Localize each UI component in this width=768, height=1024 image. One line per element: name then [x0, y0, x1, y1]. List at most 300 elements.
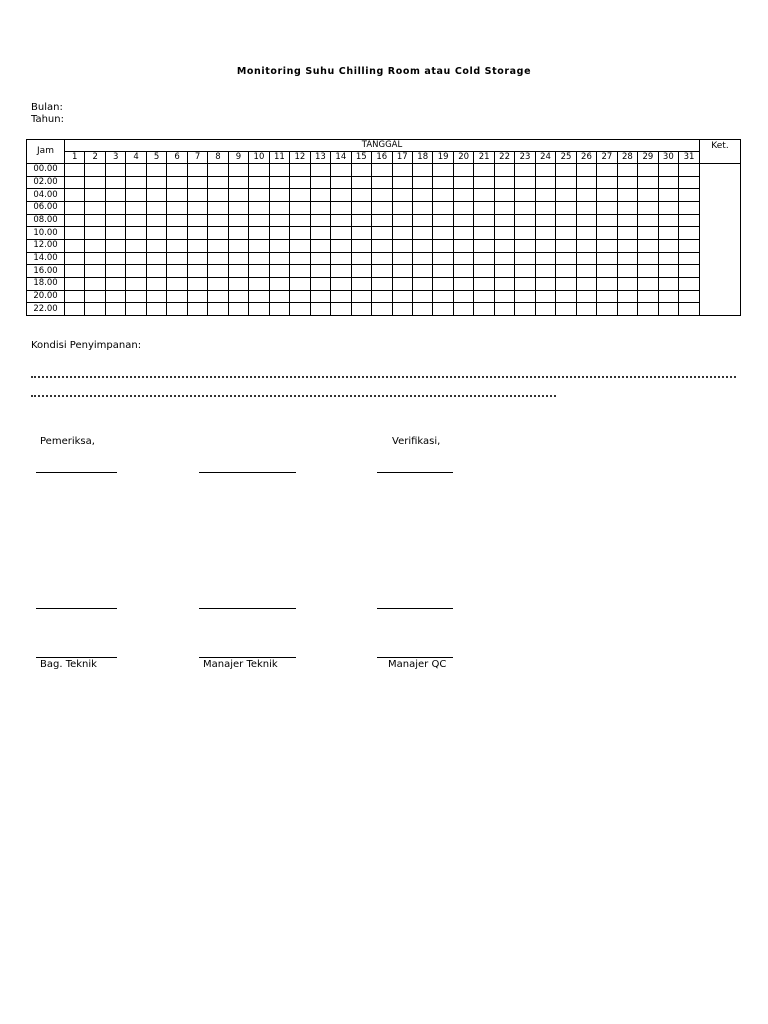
temperature-cell[interactable] [290, 290, 310, 303]
temperature-cell[interactable] [85, 164, 105, 177]
temperature-cell[interactable] [228, 164, 248, 177]
temperature-cell[interactable] [146, 176, 166, 189]
temperature-cell[interactable] [433, 189, 453, 202]
temperature-cell[interactable] [392, 176, 412, 189]
temperature-cell[interactable] [494, 290, 514, 303]
temperature-cell[interactable] [290, 239, 310, 252]
temperature-cell[interactable] [576, 303, 596, 316]
temperature-cell[interactable] [556, 239, 576, 252]
temperature-cell[interactable] [556, 214, 576, 227]
temperature-cell[interactable] [453, 277, 473, 290]
temperature-cell[interactable] [617, 176, 637, 189]
temperature-cell[interactable] [392, 290, 412, 303]
temperature-cell[interactable] [65, 265, 85, 278]
temperature-cell[interactable] [515, 227, 535, 240]
temperature-cell[interactable] [290, 201, 310, 214]
temperature-cell[interactable] [597, 252, 617, 265]
temperature-cell[interactable] [85, 201, 105, 214]
temperature-cell[interactable] [310, 303, 330, 316]
temperature-cell[interactable] [474, 277, 494, 290]
temperature-cell[interactable] [433, 227, 453, 240]
temperature-cell[interactable] [208, 290, 228, 303]
temperature-cell[interactable] [433, 290, 453, 303]
temperature-cell[interactable] [331, 214, 351, 227]
temperature-cell[interactable] [105, 164, 125, 177]
temperature-cell[interactable] [249, 227, 269, 240]
temperature-cell[interactable] [146, 201, 166, 214]
temperature-cell[interactable] [658, 239, 678, 252]
temperature-cell[interactable] [474, 164, 494, 177]
temperature-cell[interactable] [392, 277, 412, 290]
temperature-cell[interactable] [372, 227, 392, 240]
temperature-cell[interactable] [126, 189, 146, 202]
temperature-cell[interactable] [617, 214, 637, 227]
temperature-cell[interactable] [535, 303, 555, 316]
temperature-cell[interactable] [556, 164, 576, 177]
temperature-cell[interactable] [679, 239, 700, 252]
temperature-cell[interactable] [351, 290, 371, 303]
temperature-cell[interactable] [515, 277, 535, 290]
temperature-cell[interactable] [208, 265, 228, 278]
temperature-cell[interactable] [474, 201, 494, 214]
temperature-cell[interactable] [556, 290, 576, 303]
temperature-cell[interactable] [331, 201, 351, 214]
temperature-cell[interactable] [453, 189, 473, 202]
temperature-cell[interactable] [515, 252, 535, 265]
temperature-cell[interactable] [65, 176, 85, 189]
temperature-cell[interactable] [412, 265, 432, 278]
temperature-cell[interactable] [412, 189, 432, 202]
temperature-cell[interactable] [392, 252, 412, 265]
temperature-cell[interactable] [494, 252, 514, 265]
temperature-cell[interactable] [576, 176, 596, 189]
temperature-cell[interactable] [576, 265, 596, 278]
temperature-cell[interactable] [494, 176, 514, 189]
temperature-cell[interactable] [85, 252, 105, 265]
temperature-cell[interactable] [494, 265, 514, 278]
temperature-cell[interactable] [556, 201, 576, 214]
temperature-cell[interactable] [597, 176, 617, 189]
temperature-cell[interactable] [228, 239, 248, 252]
temperature-cell[interactable] [453, 303, 473, 316]
temperature-cell[interactable] [228, 176, 248, 189]
temperature-cell[interactable] [249, 265, 269, 278]
temperature-cell[interactable] [331, 265, 351, 278]
temperature-cell[interactable] [412, 252, 432, 265]
temperature-cell[interactable] [372, 239, 392, 252]
temperature-cell[interactable] [290, 265, 310, 278]
temperature-cell[interactable] [576, 189, 596, 202]
temperature-cell[interactable] [351, 239, 371, 252]
temperature-cell[interactable] [372, 189, 392, 202]
temperature-cell[interactable] [494, 189, 514, 202]
ket-cell[interactable] [700, 164, 741, 316]
temperature-cell[interactable] [372, 265, 392, 278]
temperature-cell[interactable] [85, 303, 105, 316]
temperature-cell[interactable] [372, 303, 392, 316]
temperature-cell[interactable] [208, 201, 228, 214]
temperature-cell[interactable] [679, 265, 700, 278]
temperature-cell[interactable] [515, 239, 535, 252]
temperature-cell[interactable] [617, 290, 637, 303]
temperature-cell[interactable] [658, 252, 678, 265]
temperature-cell[interactable] [351, 164, 371, 177]
temperature-cell[interactable] [85, 214, 105, 227]
temperature-cell[interactable] [105, 265, 125, 278]
temperature-cell[interactable] [351, 303, 371, 316]
temperature-cell[interactable] [638, 189, 658, 202]
temperature-cell[interactable] [556, 265, 576, 278]
temperature-cell[interactable] [392, 164, 412, 177]
temperature-cell[interactable] [105, 189, 125, 202]
temperature-cell[interactable] [208, 227, 228, 240]
temperature-cell[interactable] [658, 189, 678, 202]
temperature-cell[interactable] [167, 164, 187, 177]
temperature-cell[interactable] [392, 239, 412, 252]
temperature-cell[interactable] [249, 176, 269, 189]
temperature-cell[interactable] [535, 290, 555, 303]
temperature-cell[interactable] [228, 277, 248, 290]
temperature-cell[interactable] [290, 164, 310, 177]
temperature-cell[interactable] [412, 303, 432, 316]
temperature-cell[interactable] [597, 214, 617, 227]
temperature-cell[interactable] [269, 227, 289, 240]
temperature-cell[interactable] [638, 239, 658, 252]
temperature-cell[interactable] [269, 239, 289, 252]
temperature-cell[interactable] [290, 214, 310, 227]
temperature-cell[interactable] [515, 265, 535, 278]
temperature-cell[interactable] [167, 252, 187, 265]
temperature-cell[interactable] [597, 265, 617, 278]
temperature-cell[interactable] [638, 277, 658, 290]
temperature-cell[interactable] [208, 164, 228, 177]
temperature-cell[interactable] [228, 265, 248, 278]
temperature-cell[interactable] [146, 252, 166, 265]
temperature-cell[interactable] [392, 201, 412, 214]
temperature-cell[interactable] [85, 277, 105, 290]
temperature-cell[interactable] [351, 214, 371, 227]
temperature-cell[interactable] [351, 201, 371, 214]
temperature-cell[interactable] [228, 189, 248, 202]
temperature-cell[interactable] [638, 164, 658, 177]
temperature-cell[interactable] [638, 227, 658, 240]
temperature-cell[interactable] [494, 277, 514, 290]
temperature-cell[interactable] [638, 176, 658, 189]
temperature-cell[interactable] [617, 164, 637, 177]
temperature-cell[interactable] [576, 164, 596, 177]
temperature-cell[interactable] [85, 176, 105, 189]
temperature-cell[interactable] [331, 277, 351, 290]
temperature-cell[interactable] [290, 303, 310, 316]
temperature-cell[interactable] [65, 290, 85, 303]
temperature-cell[interactable] [249, 201, 269, 214]
temperature-cell[interactable] [638, 214, 658, 227]
temperature-cell[interactable] [453, 239, 473, 252]
temperature-cell[interactable] [474, 303, 494, 316]
temperature-cell[interactable] [208, 239, 228, 252]
temperature-cell[interactable] [228, 201, 248, 214]
temperature-cell[interactable] [126, 239, 146, 252]
temperature-cell[interactable] [310, 265, 330, 278]
temperature-cell[interactable] [658, 201, 678, 214]
temperature-cell[interactable] [658, 214, 678, 227]
temperature-cell[interactable] [392, 189, 412, 202]
temperature-cell[interactable] [433, 214, 453, 227]
temperature-cell[interactable] [331, 290, 351, 303]
temperature-cell[interactable] [453, 176, 473, 189]
temperature-cell[interactable] [351, 227, 371, 240]
temperature-cell[interactable] [310, 176, 330, 189]
temperature-cell[interactable] [597, 239, 617, 252]
temperature-cell[interactable] [269, 265, 289, 278]
temperature-cell[interactable] [208, 303, 228, 316]
temperature-cell[interactable] [679, 303, 700, 316]
temperature-cell[interactable] [310, 214, 330, 227]
temperature-cell[interactable] [65, 214, 85, 227]
temperature-cell[interactable] [515, 164, 535, 177]
temperature-cell[interactable] [310, 201, 330, 214]
temperature-cell[interactable] [412, 290, 432, 303]
temperature-cell[interactable] [535, 265, 555, 278]
temperature-cell[interactable] [290, 176, 310, 189]
temperature-cell[interactable] [453, 265, 473, 278]
temperature-cell[interactable] [85, 265, 105, 278]
temperature-cell[interactable] [146, 303, 166, 316]
temperature-cell[interactable] [372, 176, 392, 189]
temperature-cell[interactable] [167, 201, 187, 214]
temperature-cell[interactable] [105, 252, 125, 265]
temperature-cell[interactable] [167, 227, 187, 240]
temperature-cell[interactable] [249, 239, 269, 252]
temperature-cell[interactable] [576, 290, 596, 303]
temperature-cell[interactable] [228, 303, 248, 316]
temperature-cell[interactable] [453, 214, 473, 227]
temperature-cell[interactable] [576, 201, 596, 214]
temperature-cell[interactable] [249, 252, 269, 265]
temperature-cell[interactable] [331, 176, 351, 189]
temperature-cell[interactable] [474, 252, 494, 265]
temperature-cell[interactable] [290, 252, 310, 265]
temperature-cell[interactable] [597, 189, 617, 202]
temperature-cell[interactable] [494, 201, 514, 214]
temperature-cell[interactable] [105, 201, 125, 214]
temperature-cell[interactable] [638, 290, 658, 303]
temperature-cell[interactable] [556, 277, 576, 290]
temperature-cell[interactable] [269, 201, 289, 214]
temperature-cell[interactable] [167, 277, 187, 290]
temperature-cell[interactable] [474, 227, 494, 240]
temperature-cell[interactable] [65, 189, 85, 202]
temperature-cell[interactable] [85, 239, 105, 252]
temperature-cell[interactable] [679, 176, 700, 189]
temperature-cell[interactable] [351, 265, 371, 278]
temperature-cell[interactable] [556, 227, 576, 240]
temperature-cell[interactable] [597, 227, 617, 240]
temperature-cell[interactable] [597, 303, 617, 316]
temperature-cell[interactable] [167, 303, 187, 316]
temperature-cell[interactable] [679, 189, 700, 202]
temperature-cell[interactable] [617, 201, 637, 214]
temperature-cell[interactable] [597, 201, 617, 214]
temperature-cell[interactable] [679, 252, 700, 265]
temperature-cell[interactable] [474, 189, 494, 202]
temperature-cell[interactable] [310, 239, 330, 252]
temperature-cell[interactable] [187, 303, 207, 316]
temperature-cell[interactable] [474, 265, 494, 278]
temperature-cell[interactable] [228, 227, 248, 240]
temperature-cell[interactable] [535, 164, 555, 177]
temperature-cell[interactable] [576, 277, 596, 290]
temperature-cell[interactable] [617, 189, 637, 202]
temperature-cell[interactable] [392, 303, 412, 316]
temperature-cell[interactable] [453, 252, 473, 265]
temperature-cell[interactable] [146, 290, 166, 303]
temperature-cell[interactable] [167, 189, 187, 202]
temperature-cell[interactable] [65, 164, 85, 177]
temperature-cell[interactable] [331, 239, 351, 252]
temperature-cell[interactable] [249, 277, 269, 290]
temperature-cell[interactable] [331, 227, 351, 240]
temperature-cell[interactable] [228, 290, 248, 303]
temperature-cell[interactable] [269, 252, 289, 265]
temperature-cell[interactable] [167, 214, 187, 227]
temperature-cell[interactable] [269, 176, 289, 189]
temperature-cell[interactable] [638, 252, 658, 265]
temperature-cell[interactable] [351, 252, 371, 265]
temperature-cell[interactable] [515, 290, 535, 303]
temperature-cell[interactable] [535, 277, 555, 290]
temperature-cell[interactable] [310, 290, 330, 303]
temperature-cell[interactable] [658, 164, 678, 177]
temperature-cell[interactable] [208, 214, 228, 227]
temperature-cell[interactable] [167, 176, 187, 189]
temperature-cell[interactable] [269, 164, 289, 177]
temperature-cell[interactable] [187, 290, 207, 303]
temperature-cell[interactable] [433, 239, 453, 252]
temperature-cell[interactable] [65, 277, 85, 290]
temperature-cell[interactable] [515, 176, 535, 189]
temperature-cell[interactable] [576, 214, 596, 227]
temperature-cell[interactable] [679, 290, 700, 303]
temperature-cell[interactable] [105, 277, 125, 290]
temperature-cell[interactable] [331, 303, 351, 316]
temperature-cell[interactable] [167, 239, 187, 252]
temperature-cell[interactable] [433, 303, 453, 316]
temperature-cell[interactable] [515, 214, 535, 227]
temperature-cell[interactable] [146, 277, 166, 290]
temperature-cell[interactable] [65, 252, 85, 265]
temperature-cell[interactable] [433, 277, 453, 290]
temperature-cell[interactable] [658, 227, 678, 240]
temperature-cell[interactable] [412, 201, 432, 214]
temperature-cell[interactable] [167, 265, 187, 278]
temperature-cell[interactable] [658, 290, 678, 303]
temperature-cell[interactable] [679, 214, 700, 227]
temperature-cell[interactable] [535, 214, 555, 227]
temperature-cell[interactable] [433, 164, 453, 177]
temperature-cell[interactable] [372, 290, 392, 303]
temperature-cell[interactable] [126, 201, 146, 214]
temperature-cell[interactable] [85, 189, 105, 202]
temperature-cell[interactable] [535, 252, 555, 265]
temperature-cell[interactable] [412, 277, 432, 290]
temperature-cell[interactable] [535, 201, 555, 214]
temperature-cell[interactable] [290, 277, 310, 290]
temperature-cell[interactable] [105, 227, 125, 240]
temperature-cell[interactable] [556, 189, 576, 202]
temperature-cell[interactable] [65, 227, 85, 240]
temperature-cell[interactable] [85, 290, 105, 303]
temperature-cell[interactable] [187, 277, 207, 290]
temperature-cell[interactable] [494, 227, 514, 240]
temperature-cell[interactable] [85, 227, 105, 240]
temperature-cell[interactable] [412, 239, 432, 252]
temperature-cell[interactable] [515, 201, 535, 214]
temperature-cell[interactable] [249, 164, 269, 177]
temperature-cell[interactable] [617, 252, 637, 265]
temperature-cell[interactable] [535, 176, 555, 189]
temperature-cell[interactable] [617, 227, 637, 240]
temperature-cell[interactable] [249, 189, 269, 202]
temperature-cell[interactable] [412, 214, 432, 227]
temperature-cell[interactable] [453, 164, 473, 177]
temperature-cell[interactable] [617, 303, 637, 316]
temperature-cell[interactable] [269, 303, 289, 316]
temperature-cell[interactable] [105, 290, 125, 303]
temperature-cell[interactable] [556, 176, 576, 189]
temperature-cell[interactable] [412, 176, 432, 189]
temperature-cell[interactable] [126, 290, 146, 303]
temperature-cell[interactable] [576, 227, 596, 240]
temperature-cell[interactable] [453, 201, 473, 214]
temperature-cell[interactable] [372, 277, 392, 290]
temperature-cell[interactable] [146, 189, 166, 202]
temperature-cell[interactable] [412, 227, 432, 240]
temperature-cell[interactable] [126, 303, 146, 316]
temperature-cell[interactable] [392, 214, 412, 227]
temperature-cell[interactable] [412, 164, 432, 177]
temperature-cell[interactable] [249, 303, 269, 316]
temperature-cell[interactable] [146, 265, 166, 278]
temperature-cell[interactable] [617, 239, 637, 252]
temperature-cell[interactable] [126, 164, 146, 177]
temperature-cell[interactable] [146, 164, 166, 177]
temperature-cell[interactable] [679, 164, 700, 177]
temperature-cell[interactable] [249, 214, 269, 227]
temperature-cell[interactable] [126, 265, 146, 278]
temperature-cell[interactable] [474, 214, 494, 227]
temperature-cell[interactable] [658, 176, 678, 189]
temperature-cell[interactable] [187, 201, 207, 214]
temperature-cell[interactable] [228, 252, 248, 265]
temperature-cell[interactable] [167, 290, 187, 303]
temperature-cell[interactable] [187, 239, 207, 252]
temperature-cell[interactable] [433, 176, 453, 189]
temperature-cell[interactable] [65, 239, 85, 252]
temperature-cell[interactable] [208, 176, 228, 189]
temperature-cell[interactable] [208, 189, 228, 202]
temperature-cell[interactable] [638, 303, 658, 316]
temperature-cell[interactable] [310, 277, 330, 290]
temperature-cell[interactable] [126, 252, 146, 265]
temperature-cell[interactable] [290, 227, 310, 240]
temperature-cell[interactable] [65, 303, 85, 316]
temperature-cell[interactable] [372, 214, 392, 227]
temperature-cell[interactable] [658, 303, 678, 316]
temperature-cell[interactable] [392, 227, 412, 240]
temperature-cell[interactable] [617, 277, 637, 290]
temperature-cell[interactable] [331, 164, 351, 177]
